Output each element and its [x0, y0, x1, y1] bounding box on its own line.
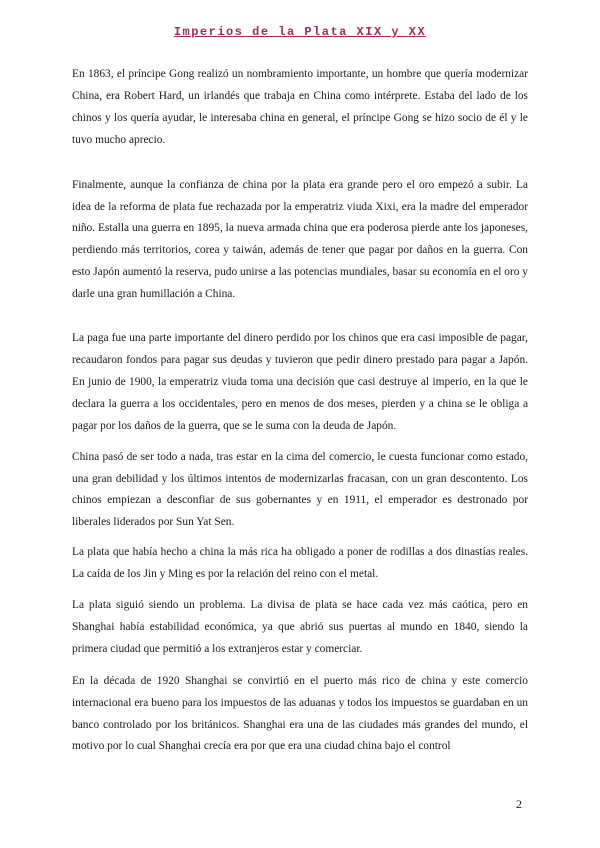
- body-text: [72, 64, 528, 758]
- paragraph: La paga fue una parte importante del dinero perdido por los chinos que era casi imposible de pagar, recaudaron fondos para pagar sus deudas y tuvieron que pedir dinero prestado para pagar a Japón. En junio de 1900, la emperatriz viuda toma una decisión que casi destruye al imperio, en la que le declara la guerra a los occidentales, pero en menos de dos meses, pierden y a china se le obliga a pagar por los daños de la guerra, que se le suma con la deuda de Japón.: [72, 332, 528, 432]
- page-header-title: Imperios de la Plata XIX y XX: [173, 25, 427, 39]
- paragraph: La plata que había hecho a china la más rica ha obligado a poner de rodillas a dos dinastías reales. La caída de los Jin y Ming es por la relación del reino con el metal.: [72, 546, 528, 581]
- paragraph: En 1863, el príncipe Gong realizó un nombramiento importante, un hombre que quería modernizar China, era Robert Hard, un irlandés que trabaja en China como intérprete. Estaba del lado de los chinos y los quería ayudar, le interesaba china en general, el príncipe Gong se hizo socio de él y le tuvo mucho aprecio.: [72, 68, 528, 146]
- page-number: 2: [516, 797, 522, 811]
- paragraph: La plata siguió siendo un problema. La divisa de plata se hace cada vez más caótica, pero en Shanghai había estabilidad económica, ya que abrió sus puertas al mundo en 1840, siendo la primera ciudad que permitió a los extranjeros estar y comerciar.: [72, 599, 528, 655]
- paragraph: Finalmente, aunque la confianza de china por la plata era grande pero el oro empezó a subir. La idea de la reforma de plata fue rechazada por la emperatriz viuda Xixi, era la madre del emperador niño. Estalla una guerra en 1895, la nueva armada china que era poderosa pierde ante los japoneses, perdiendo más territorios, corea y taiwán, además de tener que pagar por daños en la guerra. Con esto Japón aumentó la reserva, pudo unirse a las potencias mundiales, basar su economía en el oro y darle una gran humillación a China.: [72, 178, 528, 301]
- paragraph: En la década de 1920 Shanghai se convirtió en el puerto más rico de china y este comercio internacional era bueno para los impuestos de las aduanas y todos los impuestos se guardaban en un banco controlado por los británicos. Shanghai era una de las ciudades más grandes del mundo, el motivo por lo cual Shanghai crecía era por que era una ciudad china bajo el control: [72, 674, 528, 753]
- paragraph: China pasó de ser todo a nada, tras estar en la cima del comercio, le cuesta funcionar como estado, una gran debilidad y los últimos intentos de modernizarlas fracasan, con un gran descontento. Los chinos empiezan a desconfiar de sus gobernantes y en 1911, el emperador es destronado por liberales liderados por Sun Yat Sen.: [72, 450, 528, 529]
